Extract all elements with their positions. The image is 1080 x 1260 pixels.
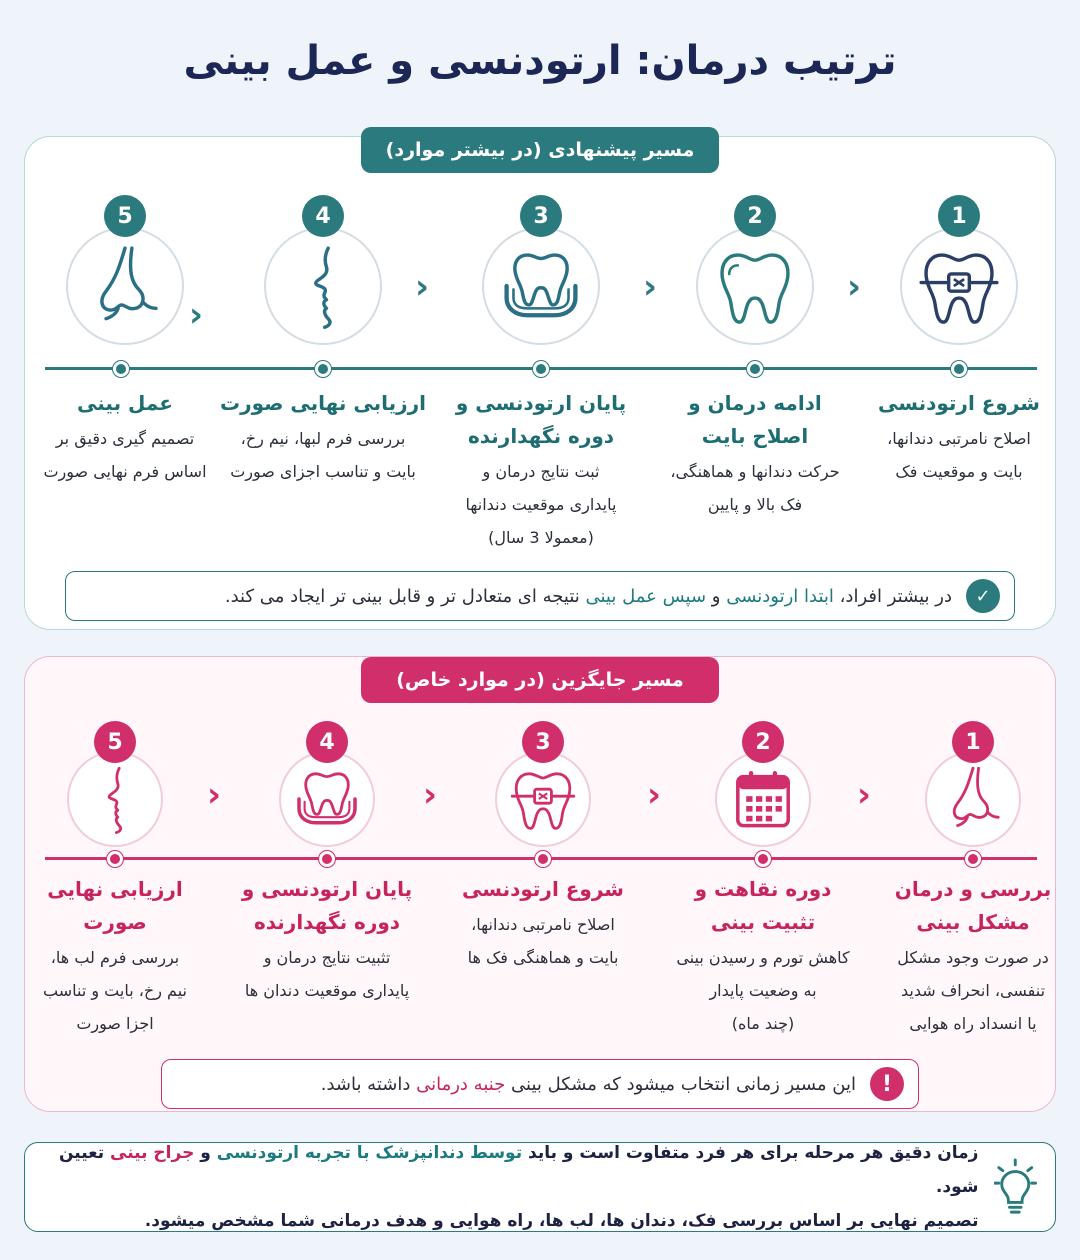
chevron-left-icon: ‹ (207, 775, 222, 815)
face-profile-icon (280, 243, 366, 329)
alt-step-1-desc-3: یا انسداد راه هوایی (909, 1014, 1037, 1033)
timeline-dot (533, 361, 549, 377)
step-3-title: پایان ارتودنسی و (455, 391, 627, 415)
footer-text-part: تعیین شود. (58, 1143, 979, 1197)
exclamation-icon: ! (870, 1067, 904, 1101)
step-5-title: عمل بینی (77, 391, 173, 415)
alt-step-1-number: 1 (952, 721, 994, 763)
footer-highlight: توسط دندانپزشک با تجربه ارتودنسی (216, 1143, 523, 1163)
step-1-number: 1 (938, 195, 980, 237)
alternative-path-panel (24, 656, 1056, 1112)
footer-line-2: تصمیم نهایی بر اساس بررسی فک، دندان ها، لب ها، راه هوایی و هدف درمانی شما مشخص میشود. (144, 1211, 979, 1231)
tooth-retainer-icon (498, 243, 584, 329)
step-1-icon-circle (900, 227, 1018, 345)
step-3-icon-circle (482, 227, 600, 345)
timeline-dot (965, 851, 981, 867)
chevron-left-icon: ‹ (415, 267, 430, 307)
footer-note (24, 1142, 1056, 1232)
note-text-part: در بیشتر افراد، (833, 585, 952, 607)
alt-step-5-title: ارزیابی نهایی (47, 877, 183, 901)
tooth-braces-icon (916, 243, 1002, 329)
alt-step-3-desc-2: بایت و هماهنگی فک ها (467, 948, 619, 967)
alternative-path-note (161, 1059, 919, 1109)
note-text-part: این مسیر زمانی انتخاب میشود که مشکل بینی (505, 1073, 856, 1095)
timeline-dot (315, 361, 331, 377)
alt-step-5-number: 5 (94, 721, 136, 763)
recommended-note-text (225, 586, 952, 607)
alt-step-5-icon-circle (67, 751, 163, 847)
check-icon: ✓ (966, 579, 1000, 613)
step-2-desc-2: فک بالا و پایین (707, 495, 803, 514)
alt-step-1-title: بررسی و درمان (894, 877, 1052, 901)
alt-step-2-desc-3: (چند ماه) (731, 1014, 795, 1033)
note-text-part: نتیجه ای متعادل تر و قابل بینی تر ایجاد می کند. (224, 585, 586, 607)
chevron-left-icon: ‹ (643, 267, 658, 307)
alt-step-4-desc-1: تثبیت نتایج درمان و (263, 948, 391, 967)
footer-text-part: و (194, 1143, 217, 1163)
step-2-icon-circle (696, 227, 814, 345)
footer-text (43, 1136, 978, 1238)
step-3-desc-2: پایداری موقعیت دندانها (465, 495, 617, 514)
alt-step-5-desc-3: اجزا صورت (76, 1014, 154, 1033)
alt-step-5-title-2: صورت (83, 910, 147, 934)
alt-step-5-desc-1: بررسی فرم لب ها، (50, 948, 180, 967)
step-3-desc-1: ثبت نتایج درمان و (482, 462, 600, 481)
nose-icon (938, 764, 1008, 834)
step-4-desc-1: بررسی فرم لبها، نیم رخ، (240, 429, 406, 448)
alt-step-1-title-2: مشکل بینی (916, 910, 1030, 934)
alt-step-4-title: پایان ارتودنسی و (241, 877, 413, 901)
page-title: ترتیب درمان: ارتودنسی و عمل بینی (183, 38, 897, 84)
chevron-left-icon: ‹ (189, 295, 204, 335)
tooth-retainer-icon (292, 764, 362, 834)
footer-text-part: زمان دقیق هر مرحله برای هر فرد متفاوت است و باید (522, 1143, 979, 1163)
calendar-icon (728, 764, 798, 834)
alternative-note-text (321, 1074, 856, 1095)
footer-highlight: جراح بینی (110, 1143, 195, 1163)
alt-step-4-number: 4 (306, 721, 348, 763)
tooth-braces-icon (508, 764, 578, 834)
step-2-title-2: اصلاح بایت (701, 424, 809, 448)
chevron-left-icon: ‹ (423, 775, 438, 815)
alt-step-4-desc-2: پایداری موقعیت دندان ها (244, 981, 410, 1000)
alt-step-4-icon-circle (279, 751, 375, 847)
alt-step-3-icon-circle (495, 751, 591, 847)
step-2-number: 2 (734, 195, 776, 237)
timeline-dot (535, 851, 551, 867)
alt-step-2-desc-2: به وضعیت پایدار (709, 981, 817, 1000)
step-4-desc-2: بایت و تناسب اجزای صورت (230, 462, 416, 481)
chevron-left-icon: ‹ (857, 775, 872, 815)
recommended-path-label: مسیر پیشنهادی (در بیشتر موارد) (361, 127, 719, 173)
alt-step-2-title: دوره نقاهت و (694, 877, 832, 901)
timeline-dot (319, 851, 335, 867)
step-4-icon-circle (264, 227, 382, 345)
recommended-path-note (65, 571, 1015, 621)
face-profile-icon (80, 764, 150, 834)
chevron-left-icon: ‹ (647, 775, 662, 815)
alt-step-2-title-2: تثبیت بینی (710, 910, 816, 934)
step-2-title: ادامه درمان و (688, 391, 822, 415)
timeline-dot (113, 361, 129, 377)
footer-line-1 (43, 1136, 978, 1204)
step-5-icon-circle (66, 227, 184, 345)
alt-step-2-desc-1: کاهش تورم و رسیدن بینی (676, 948, 850, 967)
alt-step-2-number: 2 (742, 721, 784, 763)
note-highlight: جنبه درمانی (416, 1073, 506, 1095)
step-3-number: 3 (520, 195, 562, 237)
note-highlight: ابتدا ارتودنسی (726, 585, 834, 607)
nose-icon (82, 243, 168, 329)
chevron-left-icon: ‹ (847, 267, 862, 307)
note-text-part: و (706, 585, 727, 607)
timeline-dot (107, 851, 123, 867)
alt-step-1-desc-1: در صورت وجود مشکل (897, 948, 1049, 967)
step-2-desc-1: حرکت دندانها و هماهنگی، (670, 462, 840, 481)
timeline-dot (755, 851, 771, 867)
alt-step-3-number: 3 (522, 721, 564, 763)
step-4-title: ارزیابی نهایی صورت (219, 391, 426, 415)
alt-step-2-icon-circle (715, 751, 811, 847)
step-5-desc-1: تصمیم گیری دقیق بر (55, 429, 195, 448)
alternative-path-label: مسیر جایگزین (در موارد خاص) (361, 657, 719, 703)
alt-step-1-desc-2: تنفسی، انحراف شدید (900, 981, 1046, 1000)
alt-step-3-title: شروع ارتودنسی (462, 877, 624, 901)
timeline-dot (747, 361, 763, 377)
lightbulb-icon (994, 1157, 1037, 1217)
step-1-desc-2: بایت و موقعیت فک (895, 462, 1023, 481)
alt-step-5-desc-2: نیم رخ، بایت و تناسب (43, 981, 187, 1000)
tooth-icon (712, 243, 798, 329)
step-4-number: 4 (302, 195, 344, 237)
step-3-desc-3: (معمولا 3 سال) (488, 528, 594, 547)
alt-step-3-desc-1: اصلاح نامرتبی دندانها، (471, 915, 615, 934)
alt-step-1-icon-circle (925, 751, 1021, 847)
step-1-desc-1: اصلاح نامرتبی دندانها، (887, 429, 1031, 448)
timeline-dot (951, 361, 967, 377)
note-text-part: داشته باشد. (320, 1073, 417, 1095)
step-5-desc-2: اساس فرم نهایی صورت (43, 462, 207, 481)
recommended-path-panel (24, 136, 1056, 630)
step-5-number: 5 (104, 195, 146, 237)
note-highlight: سپس عمل بینی (585, 585, 707, 607)
step-1-title: شروع ارتودنسی (878, 391, 1040, 415)
step-3-title-2: دوره نگهدارنده (467, 424, 615, 448)
alt-step-4-title-2: دوره نگهدارنده (253, 910, 401, 934)
